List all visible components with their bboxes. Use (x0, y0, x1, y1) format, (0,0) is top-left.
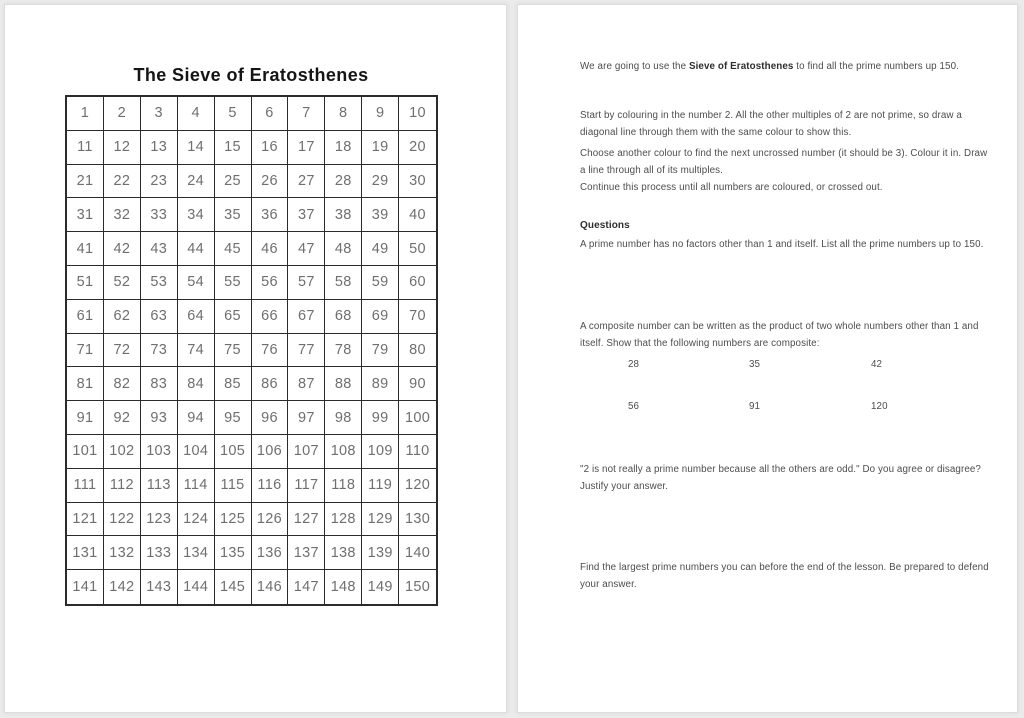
intro-paragraph (580, 59, 990, 76)
grid-cell: 52 (104, 266, 141, 300)
grid-cell: 50 (399, 232, 436, 266)
grid-cell: 132 (104, 536, 141, 570)
grid-cell: 26 (252, 165, 289, 199)
grid-cell: 84 (178, 367, 215, 401)
questions-heading: Questions (580, 220, 630, 231)
grid-cell: 99 (362, 401, 399, 435)
grid-cell: 103 (141, 435, 178, 469)
question-two-not-prime: "2 is not really a prime number because all the others are odd." Do you agree or disagree? Justify your answer. (580, 464, 981, 492)
grid-cell: 87 (288, 367, 325, 401)
question-composite-intro: A composite number can be written as the product of two whole numbers other than 1 and itself. Show that the following numbers are composite: (580, 321, 979, 349)
grid-cell: 66 (252, 300, 289, 334)
grid-cell: 55 (215, 266, 252, 300)
grid-cell: 102 (104, 435, 141, 469)
grid-cell: 51 (67, 266, 104, 300)
grid-cell: 119 (362, 469, 399, 503)
grid-cell: 82 (104, 367, 141, 401)
grid-cell: 96 (252, 401, 289, 435)
grid-cell: 59 (362, 266, 399, 300)
grid-cell: 2 (104, 97, 141, 131)
grid-cell: 20 (399, 131, 436, 165)
grid-cell: 117 (288, 469, 325, 503)
composite-number: 42 (871, 359, 883, 370)
grid-cell: 79 (362, 334, 399, 368)
grid-cell: 36 (252, 198, 289, 232)
grid-cell: 136 (252, 536, 289, 570)
grid-cell: 43 (141, 232, 178, 266)
grid-cell: 138 (325, 536, 362, 570)
grid-cell: 144 (178, 570, 215, 604)
grid-cell: 49 (362, 232, 399, 266)
grid-cell: 27 (288, 165, 325, 199)
grid-cell: 61 (67, 300, 104, 334)
grid-cell: 98 (325, 401, 362, 435)
grid-cell: 47 (288, 232, 325, 266)
composite-numbers-row-2 (580, 399, 990, 416)
grid-cell: 94 (178, 401, 215, 435)
instruction-continue: Continue this process until all numbers are coloured, or crossed out. (580, 182, 883, 193)
grid-cell: 23 (141, 165, 178, 199)
grid-cell: 114 (178, 469, 215, 503)
grid-cell: 73 (141, 334, 178, 368)
grid-cell: 39 (362, 198, 399, 232)
grid-cell: 33 (141, 198, 178, 232)
grid-cell: 9 (362, 97, 399, 131)
grid-cell: 25 (215, 165, 252, 199)
grid-cell: 111 (67, 469, 104, 503)
grid-cell: 32 (104, 198, 141, 232)
grid-cell: 64 (178, 300, 215, 334)
composite-number: 91 (749, 401, 761, 412)
grid-cell: 95 (215, 401, 252, 435)
grid-cell: 44 (178, 232, 215, 266)
grid-cell: 77 (288, 334, 325, 368)
grid-cell: 148 (325, 570, 362, 604)
grid-cell: 134 (178, 536, 215, 570)
grid-cell: 108 (325, 435, 362, 469)
intro-text-before: We are going to use the (580, 61, 689, 72)
grid-cell: 125 (215, 503, 252, 537)
grid-cell: 107 (288, 435, 325, 469)
composite-number: 56 (628, 401, 640, 412)
grid-cell: 21 (67, 165, 104, 199)
grid-cell: 18 (325, 131, 362, 165)
grid-cell: 124 (178, 503, 215, 537)
grid-cell: 143 (141, 570, 178, 604)
question-largest-prime: Find the largest prime numbers you can before the end of the lesson. Be prepared to defend your answer. (580, 562, 989, 590)
grid-cell: 72 (104, 334, 141, 368)
grid-cell: 121 (67, 503, 104, 537)
grid-cell: 38 (325, 198, 362, 232)
grid-cell: 68 (325, 300, 362, 334)
grid-cell: 88 (325, 367, 362, 401)
worksheet-title: The Sieve of Eratosthenes (133, 65, 369, 85)
grid-cell: 133 (141, 536, 178, 570)
grid-cell: 75 (215, 334, 252, 368)
grid-cell: 120 (399, 469, 436, 503)
grid-cell: 60 (399, 266, 436, 300)
grid-cell: 7 (288, 97, 325, 131)
intro-text-bold: Sieve of Eratosthenes (688, 61, 794, 72)
grid-cell: 147 (288, 570, 325, 604)
grid-cell: 116 (252, 469, 289, 503)
grid-cell: 3 (141, 97, 178, 131)
grid-cell: 67 (288, 300, 325, 334)
grid-cell: 115 (215, 469, 252, 503)
grid-cell: 56 (252, 266, 289, 300)
grid-cell: 57 (288, 266, 325, 300)
grid-cell: 10 (399, 97, 436, 131)
grid-cell: 145 (215, 570, 252, 604)
grid-cell: 83 (141, 367, 178, 401)
grid-cell: 93 (141, 401, 178, 435)
grid-cell: 69 (362, 300, 399, 334)
grid-cell: 40 (399, 198, 436, 232)
grid-cell: 16 (252, 131, 289, 165)
grid-cell: 62 (104, 300, 141, 334)
grid-cell: 14 (178, 131, 215, 165)
grid-cell: 86 (252, 367, 289, 401)
intro-text-after: to find all the prime numbers up 150. (793, 61, 959, 72)
grid-cell: 63 (141, 300, 178, 334)
grid-cell: 12 (104, 131, 141, 165)
grid-cell: 15 (215, 131, 252, 165)
worksheet-page-right (517, 4, 1018, 713)
grid-cell: 122 (104, 503, 141, 537)
grid-cell: 13 (141, 131, 178, 165)
grid-cell: 113 (141, 469, 178, 503)
grid-cell: 127 (288, 503, 325, 537)
grid-cell: 146 (252, 570, 289, 604)
grid-cell: 37 (288, 198, 325, 232)
grid-cell: 137 (288, 536, 325, 570)
grid-cell: 30 (399, 165, 436, 199)
grid-cell: 41 (67, 232, 104, 266)
grid-cell: 46 (252, 232, 289, 266)
grid-cell: 118 (325, 469, 362, 503)
grid-cell: 92 (104, 401, 141, 435)
grid-cell: 141 (67, 570, 104, 604)
grid-cell: 70 (399, 300, 436, 334)
grid-cell: 19 (362, 131, 399, 165)
grid-cell: 11 (67, 131, 104, 165)
grid-cell: 142 (104, 570, 141, 604)
grid-cell: 58 (325, 266, 362, 300)
grid-cell: 85 (215, 367, 252, 401)
grid-cell: 8 (325, 97, 362, 131)
composite-numbers-row-1 (580, 357, 990, 374)
instruction-colour-two: Start by colouring in the number 2. All the other multiples of 2 are not prime, so draw a diagonal line through them with the same colour to show this. (580, 110, 962, 138)
grid-cell: 129 (362, 503, 399, 537)
grid-cell: 123 (141, 503, 178, 537)
composite-number: 120 (871, 401, 888, 412)
grid-cell: 35 (215, 198, 252, 232)
grid-cell: 110 (399, 435, 436, 469)
grid-cell: 81 (67, 367, 104, 401)
grid-cell: 109 (362, 435, 399, 469)
grid-cell: 140 (399, 536, 436, 570)
grid-cell: 89 (362, 367, 399, 401)
grid-cell: 34 (178, 198, 215, 232)
grid-cell: 28 (325, 165, 362, 199)
grid-cell: 149 (362, 570, 399, 604)
grid-cell: 97 (288, 401, 325, 435)
grid-cell: 128 (325, 503, 362, 537)
grid-cell: 31 (67, 198, 104, 232)
grid-cell: 45 (215, 232, 252, 266)
grid-cell: 135 (215, 536, 252, 570)
grid-cell: 101 (67, 435, 104, 469)
grid-cell: 104 (178, 435, 215, 469)
grid-cell: 100 (399, 401, 436, 435)
grid-cell: 105 (215, 435, 252, 469)
grid-cell: 106 (252, 435, 289, 469)
grid-cell: 131 (67, 536, 104, 570)
composite-number: 28 (628, 359, 640, 370)
grid-cell: 53 (141, 266, 178, 300)
worksheet-page-left (4, 4, 507, 713)
grid-cell: 5 (215, 97, 252, 131)
number-grid (65, 95, 438, 606)
grid-cell: 54 (178, 266, 215, 300)
grid-cell: 80 (399, 334, 436, 368)
grid-cell: 17 (288, 131, 325, 165)
composite-number: 35 (749, 359, 761, 370)
grid-cell: 24 (178, 165, 215, 199)
grid-cell: 1 (67, 97, 104, 131)
grid-cell: 22 (104, 165, 141, 199)
grid-cell: 91 (67, 401, 104, 435)
question-prime-list: A prime number has no factors other than 1 and itself. List all the prime numbers up to 150. (580, 239, 984, 250)
grid-cell: 78 (325, 334, 362, 368)
grid-cell: 130 (399, 503, 436, 537)
grid-cell: 65 (215, 300, 252, 334)
grid-cell: 90 (399, 367, 436, 401)
grid-cell: 29 (362, 165, 399, 199)
grid-cell: 139 (362, 536, 399, 570)
instruction-next-uncrossed: Choose another colour to find the next uncrossed number (it should be 3). Colour it in. Draw a line through all of its multiples. (580, 148, 988, 176)
grid-cell: 112 (104, 469, 141, 503)
grid-cell: 74 (178, 334, 215, 368)
grid-cell: 48 (325, 232, 362, 266)
grid-cell: 4 (178, 97, 215, 131)
grid-cell: 76 (252, 334, 289, 368)
grid-cell: 6 (252, 97, 289, 131)
grid-cell: 126 (252, 503, 289, 537)
grid-cell: 150 (405, 579, 431, 596)
grid-cell: 42 (104, 232, 141, 266)
grid-cell: 71 (67, 334, 104, 368)
